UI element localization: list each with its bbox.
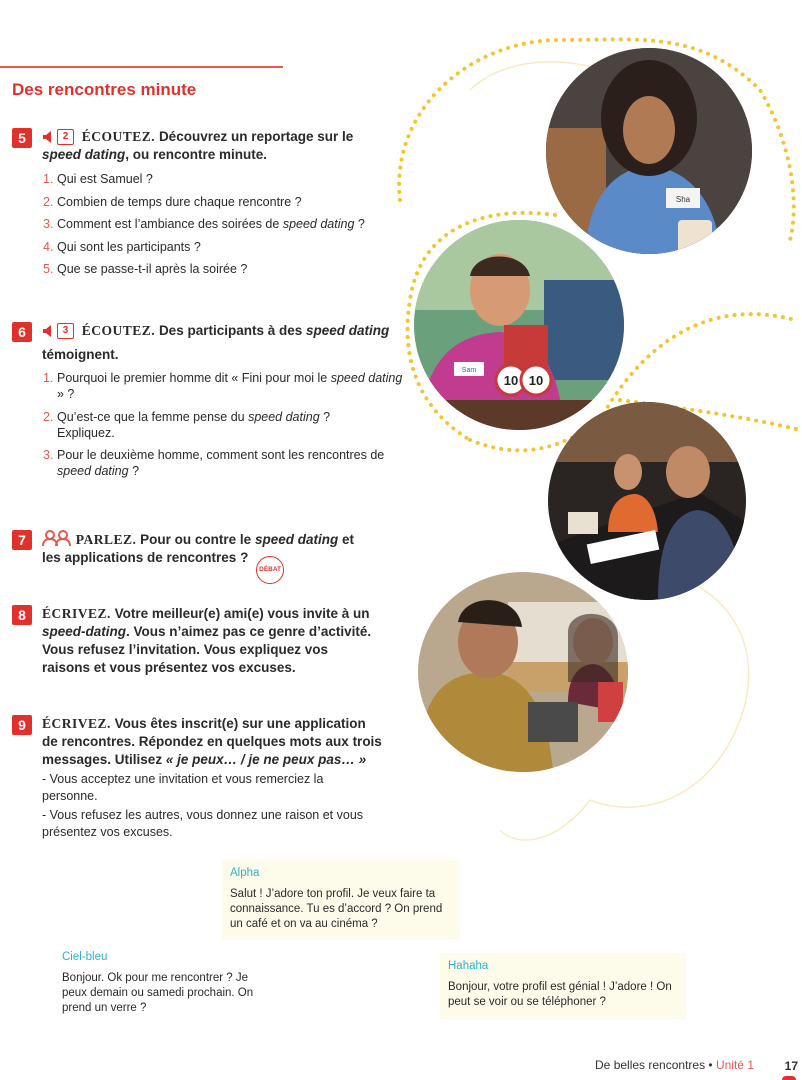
question-text: Combien de temps dure chaque rencontre ? bbox=[57, 194, 302, 209]
question-text: ? bbox=[128, 464, 140, 478]
photo-illustration bbox=[418, 572, 628, 772]
question-number: 5. bbox=[43, 262, 54, 276]
exercise-9 bbox=[12, 715, 382, 841]
message-alpha bbox=[222, 860, 460, 940]
question-emphasis: speed dating bbox=[57, 464, 129, 478]
exercise-number: 9 bbox=[12, 715, 32, 735]
audio-track[interactable] bbox=[42, 323, 74, 339]
footer-separator: • bbox=[708, 1058, 713, 1072]
question-number: 4. bbox=[43, 239, 54, 254]
instruction-verb: ÉCOUTEZ. bbox=[81, 323, 156, 338]
photo-illustration bbox=[414, 220, 624, 430]
instruction-emphasis: speed dating bbox=[42, 147, 126, 162]
question-text: » ? bbox=[57, 387, 75, 401]
question-emphasis: speed dating bbox=[248, 409, 320, 424]
exercise-7 bbox=[12, 530, 362, 584]
instruction-text: Votre meilleur(e) ami(e) vous invite à un bbox=[114, 606, 370, 621]
instruction-verb: ÉCOUTEZ. bbox=[81, 129, 156, 144]
audio-track[interactable] bbox=[42, 129, 74, 145]
card-number: 10 bbox=[503, 373, 519, 388]
question-text: Qui est Samuel ? bbox=[57, 172, 153, 186]
photo-group-table bbox=[548, 402, 746, 600]
speaker-icon bbox=[42, 130, 56, 144]
instruction-verb: ÉCRIVEZ. bbox=[42, 606, 111, 621]
instruction-emphasis: speed dating bbox=[306, 323, 390, 338]
exercise-number: 5 bbox=[12, 128, 32, 148]
instruction-text: . Vous n’aimez pas ce genre d’activité. Vous refusez l’invitation. Vous expliquez vos raisons et vous présentez vos excuses. bbox=[42, 624, 372, 675]
question bbox=[43, 370, 403, 402]
exercise-number: 7 bbox=[12, 530, 32, 550]
question-text: Qu’est-ce que la femme pense du bbox=[57, 409, 249, 424]
exercise-6-instruction bbox=[12, 322, 402, 364]
instruction-text: Pour ou contre le bbox=[140, 532, 252, 547]
name-badge-text: Sam bbox=[461, 367, 477, 374]
photo-couple-talking bbox=[418, 572, 628, 772]
question bbox=[43, 409, 347, 441]
photo-man-curly-hair bbox=[546, 48, 752, 254]
instruction-bullet: - Vous acceptez une invitation et vous remerciez la personne. bbox=[42, 772, 324, 803]
footer-title: De belles rencontres bbox=[595, 1058, 706, 1072]
message-text: Salut ! J’adore ton profil. Je veux faire ta connaissance. Tu es d’accord ? On prend un café et on va au cinéma ? bbox=[230, 888, 443, 930]
question bbox=[43, 171, 402, 187]
instruction-text: Découvrez un reportage sur le bbox=[158, 129, 354, 144]
question-text: ? Expliquez. bbox=[57, 409, 331, 440]
question-text: Qui sont les participants ? bbox=[57, 239, 201, 254]
sender-name: Hahaha bbox=[448, 960, 489, 972]
photo-illustration bbox=[546, 48, 752, 254]
section-rule bbox=[0, 66, 283, 68]
page-number-marker bbox=[782, 1076, 796, 1080]
question-text: Comment est l’ambiance des soirées de bbox=[57, 217, 283, 231]
question bbox=[43, 239, 402, 255]
question-emphasis: speed dating bbox=[282, 217, 355, 231]
footer-unit: Unité 1 bbox=[715, 1058, 754, 1072]
instruction-text: et les applications de rencontres ? bbox=[42, 532, 354, 565]
question-text: ? bbox=[354, 217, 365, 231]
sender-name: Ciel-bleu bbox=[62, 951, 108, 963]
question-text: Pourquoi le premier homme dit « Fini pour moi le bbox=[57, 371, 331, 385]
message-text: Bonjour. Ok pour me rencontrer ? Je peux demain ou samedi prochain. On prend un verre ? bbox=[62, 972, 254, 1014]
speaker-icon bbox=[42, 324, 56, 338]
question bbox=[43, 216, 402, 232]
question-list bbox=[12, 370, 403, 479]
question bbox=[43, 194, 402, 210]
instruction-emphasis: « je peux… / je ne peux pas… » bbox=[165, 752, 367, 767]
exercise-5 bbox=[12, 128, 402, 284]
exercise-8 bbox=[12, 605, 377, 677]
photo-man-pink-shirt bbox=[414, 220, 624, 430]
instruction-emphasis: speed-dating bbox=[42, 624, 127, 639]
instruction-bullet: - Vous refusez les autres, vous donnez une raison et vous présentez vos excuses. bbox=[42, 808, 364, 839]
sender-name: Alpha bbox=[230, 867, 260, 879]
message-hahaha bbox=[440, 953, 686, 1020]
exercise-9-instruction bbox=[12, 715, 382, 769]
question-number: 1. bbox=[43, 172, 54, 186]
instruction-text: témoignent. bbox=[42, 347, 119, 362]
question-text: Que se passe-t-il après la soirée ? bbox=[57, 262, 248, 276]
exercise-6 bbox=[12, 322, 402, 486]
exercise-5-instruction bbox=[12, 128, 402, 164]
exercise-number: 8 bbox=[12, 605, 32, 625]
question-number: 2. bbox=[43, 194, 54, 209]
people-icon bbox=[42, 530, 72, 546]
message-text: Bonjour, votre profil est génial ! J’adore ! On peut se voir ou se téléphoner ? bbox=[448, 981, 672, 1008]
question bbox=[43, 447, 403, 479]
instruction-text: , ou rencontre minute. bbox=[125, 147, 268, 162]
question-number: 1. bbox=[43, 371, 54, 385]
question-text: Pour le deuxième homme, comment sont les rencontres de bbox=[57, 448, 385, 462]
question-list bbox=[12, 171, 402, 277]
name-badge-text: Sha bbox=[675, 195, 691, 204]
exercise-7-instruction bbox=[12, 530, 362, 584]
question-emphasis: speed dating bbox=[330, 371, 403, 385]
page-number: 17 bbox=[784, 1059, 798, 1073]
question-number: 2. bbox=[43, 409, 54, 424]
photo-illustration bbox=[548, 402, 746, 600]
instruction-text: Des participants à des bbox=[158, 323, 303, 338]
instruction-text: Vous êtes inscrit(e) sur une application de rencontres. Répondez en quelques mots aux trois messages. Utilisez bbox=[42, 716, 382, 767]
instruction-verb: ÉCRIVEZ. bbox=[42, 716, 111, 731]
card-number: 10 bbox=[528, 373, 544, 388]
track-number: 3 bbox=[57, 323, 74, 339]
page-footer bbox=[595, 1058, 754, 1072]
section-title: Des rencontres minute bbox=[12, 80, 197, 99]
track-number: 2 bbox=[57, 129, 74, 145]
instruction-verb: PARLEZ. bbox=[75, 532, 137, 547]
exercise-number: 6 bbox=[12, 322, 32, 342]
debat-badge: DÉBAT bbox=[256, 556, 284, 584]
exercise-8-instruction bbox=[12, 605, 377, 677]
instruction-emphasis: speed dating bbox=[254, 532, 339, 547]
question-number: 3. bbox=[43, 217, 54, 231]
message-cielbleu bbox=[54, 950, 280, 1016]
question bbox=[43, 261, 402, 277]
question-number: 3. bbox=[43, 448, 54, 462]
